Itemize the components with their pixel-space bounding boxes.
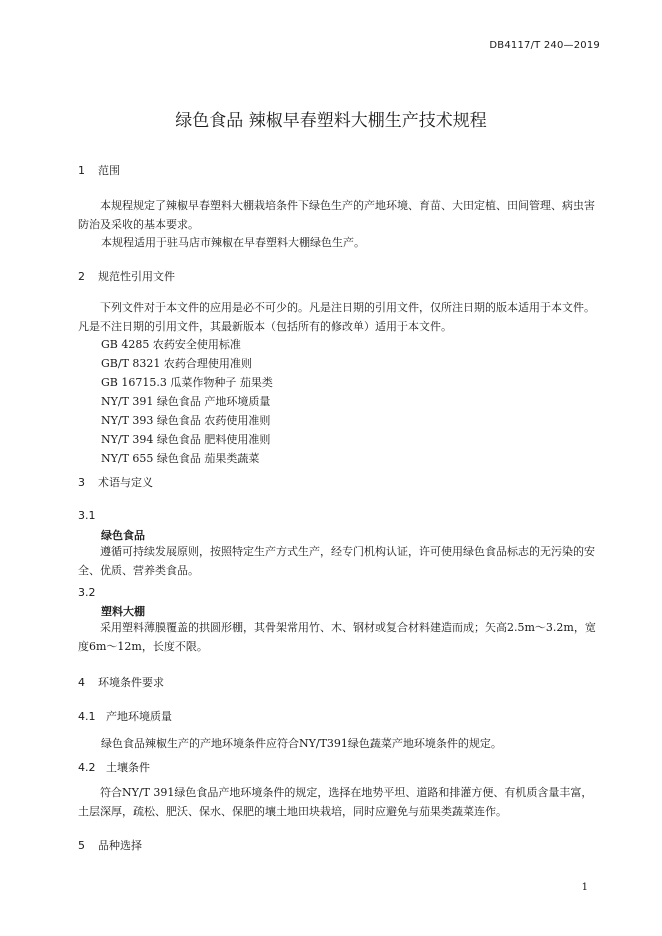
- page-title: 绿色食品 辣椒早春塑料大棚生产技术规程: [175, 111, 487, 131]
- section-1-heading: [78, 162, 120, 178]
- section-title: 品种选择: [98, 839, 142, 852]
- reference-item: GB/T 8321 农药合理使用准则: [101, 357, 252, 370]
- section-2-paragraph-1: 下列文件对于本文件的应用是必不可少的。凡是注日期的引用文件，仅所注日期的版本适用于本文件。凡是不注日期的引用文件，其最新版本（包括所有的修改单）适用于本文件。: [78, 301, 595, 333]
- document-number: DB4117/T 240—2019: [489, 40, 600, 51]
- term-3-2-number: 3.2: [78, 586, 96, 599]
- section-3-heading: [78, 474, 153, 490]
- subsection-title: 土壤条件: [106, 761, 150, 774]
- reference-item: NY/T 655 绿色食品 茄果类蔬菜: [101, 452, 260, 465]
- section-number: 1: [78, 164, 85, 177]
- section-1-paragraph-2: 本规程适用于驻马店市辣椒在早春塑料大棚绿色生产。: [101, 236, 365, 249]
- subsection-number: 4.1: [78, 710, 96, 723]
- section-title: 范围: [98, 164, 120, 177]
- reference-item: NY/T 394 绿色食品 肥料使用准则: [101, 433, 271, 446]
- term-3-1-title: 绿色食品: [101, 529, 145, 542]
- section-1-paragraph-1: 本规程规定了辣椒早春塑料大棚栽培条件下绿色生产的产地环境、育苗、大田定植、田间管理、病虫害防治及采收的基本要求。: [78, 199, 595, 231]
- section-number: 4: [78, 676, 85, 689]
- section-number: 2: [78, 270, 85, 283]
- term-3-2-title: 塑料大棚: [101, 605, 145, 618]
- section-2-heading: [78, 268, 175, 284]
- subsection-4-1-text: 绿色食品辣椒生产的产地环境条件应符合NY/T391绿色蔬菜产地环境条件的规定。: [101, 737, 502, 750]
- section-title: 规范性引用文件: [98, 270, 175, 283]
- term-3-1-number: 3.1: [78, 509, 96, 522]
- subsection-title: 产地环境质量: [106, 710, 172, 723]
- reference-item: GB 4285 农药安全使用标准: [101, 338, 241, 351]
- subsection-4-1-heading: [78, 708, 172, 724]
- section-title: 环境条件要求: [98, 676, 164, 689]
- section-number: 3: [78, 476, 85, 489]
- subsection-number: 4.2: [78, 761, 96, 774]
- section-number: 5: [78, 839, 85, 852]
- subsection-4-2-heading: [78, 759, 150, 775]
- term-3-1-definition: 遵循可持续发展原则，按照特定生产方式生产，经专门机构认证，许可使用绿色食品标志的无污染的安全、优质、营养类食品。: [78, 545, 595, 577]
- reference-item: NY/T 391 绿色食品 产地环境质量: [101, 395, 271, 408]
- section-4-heading: [78, 674, 164, 690]
- term-3-2-definition: 采用塑料薄膜覆盖的拱圆形棚，其骨架常用竹、木、钢材或复合材料建造而成；矢高2.5m～3.2m，宽度6m～12m，长度不限。: [78, 621, 596, 653]
- reference-item: GB 16715.3 瓜菜作物种子 茄果类: [101, 376, 273, 389]
- reference-item: NY/T 393 绿色食品 农药使用准则: [101, 414, 271, 427]
- page-number: 1: [581, 882, 588, 893]
- section-5-heading: [78, 837, 142, 853]
- section-title: 术语与定义: [98, 476, 153, 489]
- subsection-4-2-text: 符合NY/T 391绿色食品产地环境条件的规定，选择在地势平坦、道路和排灌方便、有机质含量丰富，土层深厚，疏松、肥沃、保水、保肥的壤土地田块栽培，同时应避免与茄果类蔬菜连作。: [78, 786, 593, 818]
